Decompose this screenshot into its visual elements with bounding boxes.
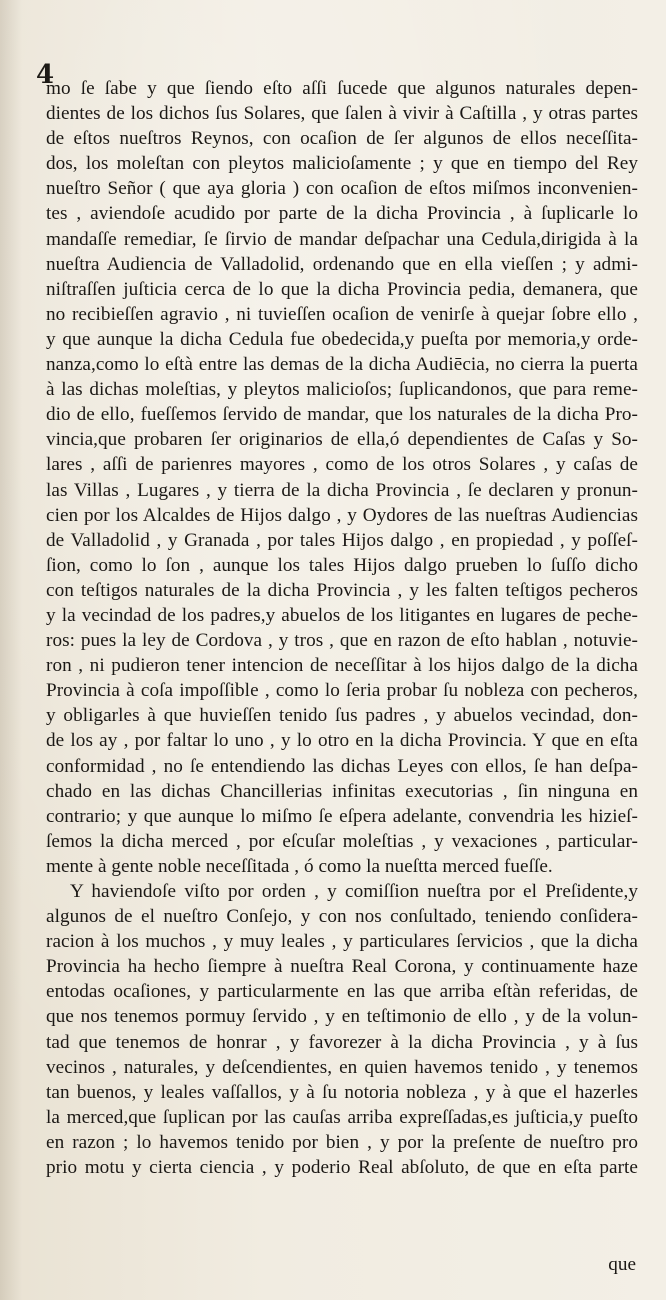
text-line: de Valladolid , y Granada , por tales Hijos dalgo , en propiedad , y poſſeſ- (46, 529, 638, 551)
text-line: algunos de el nueſtro Conſejo, y con nos conſultado, teniendo conſidera- (46, 906, 638, 928)
text-line: en razon ; lo havemos tenido por bien , y por la preſente de nueſtro pro (46, 1131, 638, 1153)
text-line: nanza,como lo eſtà entre las demas de la dicha Audiēcia, no cierra la puerta (46, 354, 638, 376)
text-line: niſtraſſen juſticia cerca de lo que la dicha Provincia pedia, demanera, que (46, 278, 638, 300)
text-line: tan buenos, y leales vaſſallos, y à ſu notoria nobleza , y à que el hazerles (46, 1081, 638, 1103)
text-line: tad que tenemos de honrar , y favorezer à la dicha Provincia , y à ſus (46, 1031, 638, 1053)
text-line: tes , aviendoſe acudido por parte de la dicha Provincia , à ſuplicarle lo (46, 203, 638, 225)
text-line: ſion, como lo ſon , aunque los tales Hijos dalgo prueben lo ſuſſo dicho (46, 554, 638, 576)
text-line: à las dichas moleſtias, y pleytos malicioſos; ſuplicandonos, que para reme- (46, 379, 638, 401)
text-line: y que aunque la dicha Cedula fue obedecida,y pueſta por memoria,y orde- (46, 328, 638, 350)
text-line: las Villas , Lugares , y tierra de la dicha Provincia , ſe declaren y pronun- (46, 479, 638, 501)
text-line: y obligarles à que huvieſſen tenido ſus padres , y abuelos vecindad, don- (46, 705, 638, 727)
text-line: Provincia à coſa impoſſible , como lo ſeria probar ſu nobleza con pecheros, (46, 680, 638, 702)
text-line: mente à gente noble neceſſitada , ó como la nueſtta merced fueſſe. (46, 855, 553, 877)
text-line: Y haviendoſe viſto por orden , y comiſſion nueſtra por el Preſidente,y (70, 881, 638, 902)
text-line: racion à los muchos , y muy leales , y particulares ſervicios , que la dicha (46, 931, 638, 953)
text-line: que nos tenemos pormuy ſervido , y en teſtimonio de ello , y de la volun- (46, 1006, 638, 1028)
text-line: conformidad , no ſe entendiendo las dichas Leyes con ellos, ſe han deſpa- (46, 755, 638, 777)
text-line: no recibieſſen agravio , ni tuvieſſen ocaſion de venirſe à quejar ſobre ello , (46, 303, 638, 325)
text-line: ron , ni pudieron tener intencion de neceſſitar à los hijos dalgo de la dicha (46, 655, 638, 677)
text-line: mandaſſe remediar, ſe ſirvio de mandar deſpachar una Cedula,dirigida à la (46, 228, 638, 250)
text-line: Provincia ha hecho ſiempre à nueſtra Real Corona, y continuamente haze (46, 956, 638, 978)
text-line: y la vecindad de los padres,y abuelos de los litigantes en lugares de peche- (46, 604, 638, 626)
text-line: de eſtos nueſtros Reynos, con ocaſion de ſer algunos de ellos neceſſita- (46, 128, 638, 150)
text-line: entodas ocaſiones, y particularmente en las que arriba eſtàn referidas, de (46, 981, 638, 1003)
text-line: ſemos la dicha merced , por eſcuſar moleſtias , y vexaciones , particular- (46, 830, 638, 852)
text-line: cien por los Alcaldes de Hijos dalgo , y Oydores de las nueſtras Audiencias (46, 504, 638, 526)
text-line: de los ay , por faltar lo uno , y lo otro en la dicha Provincia. Y que en eſta (46, 730, 638, 752)
text-line: la merced,que ſuplican por las cauſas arriba expreſſadas,es juſticia,y pueſto (46, 1106, 638, 1128)
text-line: mo ſe ſabe y que ſiendo eſto aſſi ſucede que algunos naturales depen- (46, 78, 638, 99)
text-line: ros: pues la ley de Cordova , y tros , que en razon de eſto hablan , notuvie- (46, 630, 638, 652)
text-line: contrario; y que aunque lo miſmo ſe eſpera adelante, convendria les hizieſ- (46, 805, 638, 827)
binding-shadow (0, 0, 22, 1300)
text-line: lares , aſſi de parienres mayores , como de los otros Solares , y caſas de (46, 454, 638, 476)
text-line: dientes de los dichos ſus Solares, que ſalen à vivir à Caſtilla , y otras partes (46, 103, 638, 125)
text-line: vincia,que probaren ſer originarios de ella,ó dependientes de Caſas y So- (46, 429, 638, 451)
text-line: chado en las dichas Chancillerias infinitas executorias , ſin ninguna en (46, 780, 638, 802)
text-line: dio de ello, fueſſemos ſervido de mandar, que los naturales de la dicha Pro- (46, 404, 638, 426)
text-line: nueſtro Señor ( que aya gloria ) con ocaſion de eſtos miſmos inconvenien- (46, 178, 638, 200)
text-line: prio motu y cierta ciencia , y poderio Real abſoluto, de que en eſta parte (46, 1157, 638, 1179)
body-text (46, 76, 638, 1180)
catchword: que (608, 1254, 636, 1275)
text-line: nueſtra Audiencia de Valladolid, ordenando que en ella vieſſen ; y admi- (46, 253, 638, 275)
text-line: vecinos , naturales, y deſcendientes, en quien havemos tenido , y tenemos (46, 1056, 638, 1078)
text-line: con teſtigos naturales de la dicha Provincia , y les falten teſtigos pecheros (46, 579, 638, 601)
text-line: dos, los moleſtan con pleytos malicioſamente ; y que en tiempo del Rey (46, 153, 638, 175)
page-number: 4 (36, 60, 55, 90)
